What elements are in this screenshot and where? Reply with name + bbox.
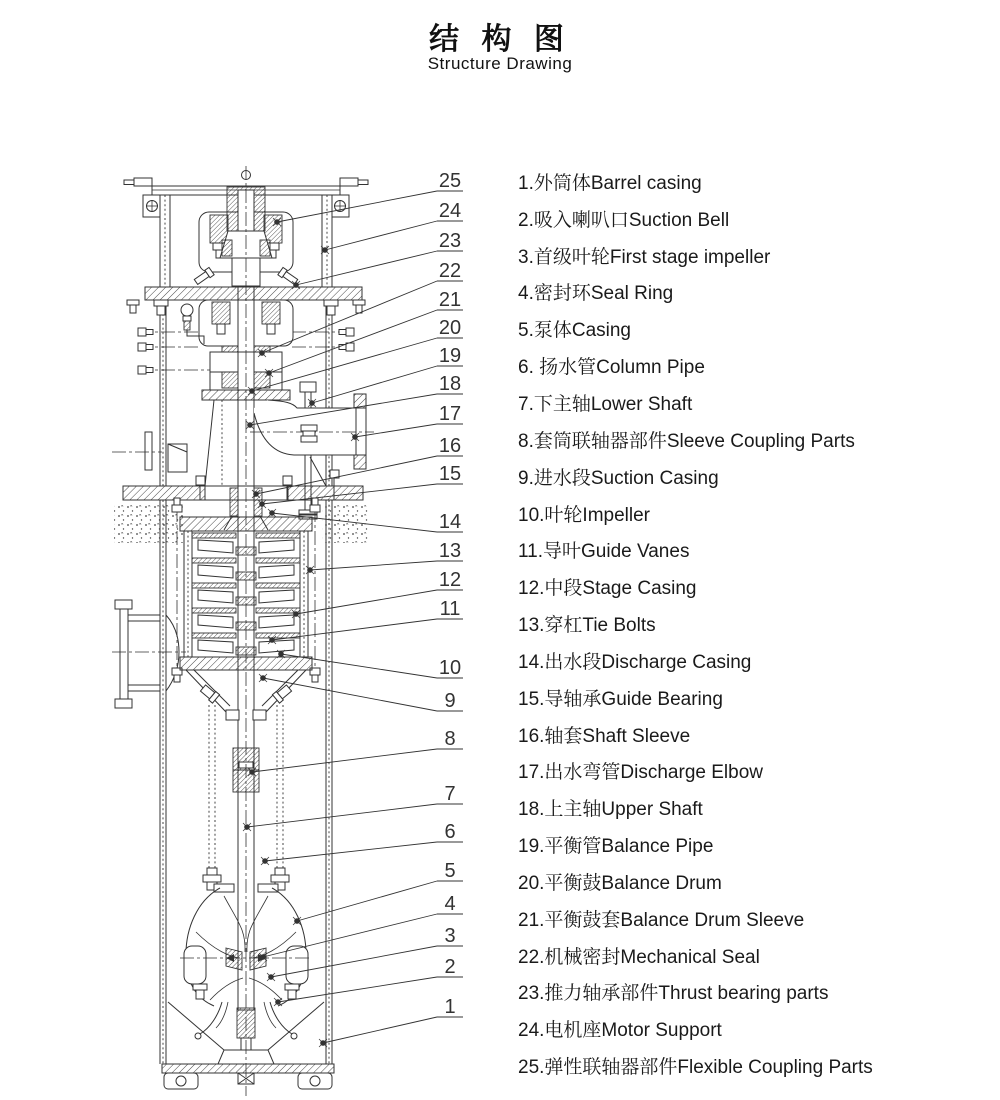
callout-25 [273,170,463,226]
callout-number-25: 25 [438,170,462,192]
callout-8 [248,728,463,776]
callout-6 [261,821,463,865]
parts-list-item-13: 13.穿杠Tie Bolts [518,615,656,637]
parts-list-item-12: 12.中段Stage Casing [518,578,697,600]
callout-number-13: 13 [438,540,462,562]
callout-number-10: 10 [438,657,462,679]
parts-list-item-3: 3.首级叶轮First stage impeller [518,246,771,268]
callout-number-3: 3 [444,925,456,947]
callout-number-21: 21 [438,289,462,311]
parts-list-item-4: 4.密封环Seal Ring [518,283,674,305]
callout-number-14: 14 [438,511,462,533]
callout-number-5: 5 [444,860,456,882]
parts-list-item-7: 7.下主轴Lower Shaft [518,393,693,415]
parts-list-item-8: 8.套筒联轴器部件Sleeve Coupling Parts [518,430,855,452]
parts-list-item-1: 1.外筒体Barrel casing [518,172,702,194]
callout-number-19: 19 [438,345,462,367]
parts-list-item-22: 22.机械密封Mechanical Seal [518,946,760,968]
callout-number-8: 8 [444,728,456,750]
callout-number-12: 12 [438,569,462,591]
callout-number-2: 2 [444,956,456,978]
callout-5 [293,860,463,925]
parts-list-item-16: 16.轴套Shaft Sleeve [518,725,691,747]
callout-12 [292,569,463,618]
callout-number-7: 7 [444,783,456,805]
callout-number-22: 22 [438,260,462,282]
parts-list-item-23: 23.推力轴承部件Thrust bearing parts [518,983,829,1005]
callout-23 [292,230,463,289]
callout-7 [243,783,463,831]
parts-list-item-10: 10.叶轮Impeller [518,504,650,526]
callout-number-9: 9 [444,690,456,712]
parts-list-item-21: 21.平衡鼓套Balance Drum Sleeve [518,909,805,931]
parts-list-item-17: 17.出水弯管Discharge Elbow [518,762,763,784]
callout-number-24: 24 [438,200,462,222]
page-subtitle: Structure Drawing [427,54,573,73]
callout-number-6: 6 [444,821,456,843]
callout-1 [319,996,463,1047]
parts-list-item-11: 11.导叶Guide Vanes [518,541,690,563]
callout-number-23: 23 [438,230,462,252]
callout-number-17: 17 [438,403,462,425]
callout-number-20: 20 [438,317,462,339]
parts-list-item-15: 15.导轴承Guide Bearing [518,688,723,710]
page-title: 结 构 图 [429,23,571,56]
parts-list-item-14: 14.出水段Discharge Casing [518,651,752,673]
callout-11 [268,598,463,644]
parts-list-item-6: 6. 扬水管Column Pipe [518,357,705,379]
callout-number-16: 16 [438,435,462,457]
callout-number-15: 15 [438,463,462,485]
parts-list-item-5: 5.泵体Casing [518,320,631,342]
parts-list-item-20: 20.平衡鼓Balance Drum [518,872,722,894]
callout-number-18: 18 [438,373,462,395]
side-inlet-flange [112,600,186,708]
parts-list-item-24: 24.电机座Motor Support [518,1020,722,1042]
parts-list-item-2: 2.吸入喇叭口Suction Bell [518,209,730,231]
parts-list-item-9: 9.进水段Suction Casing [518,467,719,489]
parts-list-item-18: 18.上主轴Upper Shaft [518,799,703,821]
callout-number-1: 1 [444,996,456,1018]
parts-list-item-25: 25.弹性联轴器部件Flexible Coupling Parts [518,1057,873,1079]
callout-number-11: 11 [439,598,461,620]
parts-list [518,163,988,1084]
callout-number-4: 4 [444,893,456,915]
parts-list-item-19: 19.平衡管Balance Pipe [518,836,714,858]
